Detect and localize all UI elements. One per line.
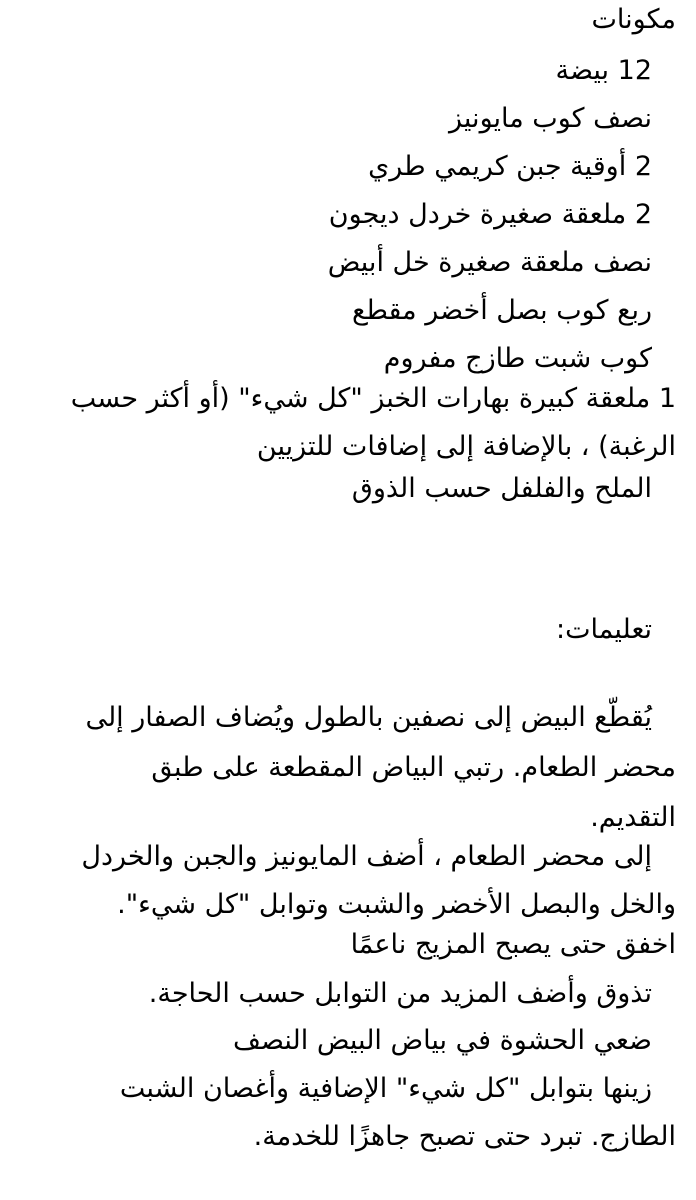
- instruction-line: ضعي الحشوة في بياض البيض النصف: [233, 1025, 652, 1056]
- ingredient-line: نصف ملعقة صغيرة خل أبيض: [327, 247, 652, 278]
- ingredient-line: 12 بيضة: [555, 55, 652, 86]
- instructions-heading: تعليمات:: [556, 614, 652, 645]
- instruction-line: التقديم.: [590, 802, 676, 833]
- instruction-line: زينها بتوابل "كل شيء" الإضافية وأغصان الشبت: [119, 1073, 652, 1104]
- ingredient-line: ربع كوب بصل أخضر مقطع: [352, 295, 652, 326]
- ingredient-line: نصف كوب مايونيز: [449, 103, 652, 134]
- ingredient-line: 2 ملعقة صغيرة خردل ديجون: [328, 199, 652, 230]
- instruction-line: محضر الطعام. رتبي البياض المقطعة على طبق: [151, 752, 676, 783]
- ingredient-line: كوب شبت طازج مفروم: [383, 343, 652, 374]
- ingredient-line: 2 أوقية جبن كريمي طري: [368, 151, 652, 182]
- instruction-line: يُقطّع البيض إلى نصفين بالطول ويُضاف الصفار إلى: [85, 702, 652, 733]
- instruction-line: اخفق حتى يصبح المزيج ناعمًا: [350, 929, 676, 960]
- instruction-line: والخل والبصل الأخضر والشبت وتوابل "كل شيء".: [117, 889, 676, 920]
- ingredient-line: 1 ملعقة كبيرة بهارات الخبز "كل شيء" (أو أكثر حسب: [70, 383, 676, 414]
- ingredients-heading: مكونات: [591, 4, 676, 35]
- instruction-line: الطازج. تبرد حتى تصبح جاهزًا للخدمة.: [253, 1121, 676, 1152]
- ingredient-line: الملح والفلفل حسب الذوق: [351, 473, 652, 504]
- instruction-line: إلى محضر الطعام ، أضف المايونيز والجبن والخردل: [81, 841, 652, 872]
- ingredient-line: الرغبة) ، بالإضافة إلى إضافات للتزيين: [256, 431, 676, 462]
- instruction-line: تذوق وأضف المزيد من التوابل حسب الحاجة.: [148, 978, 652, 1009]
